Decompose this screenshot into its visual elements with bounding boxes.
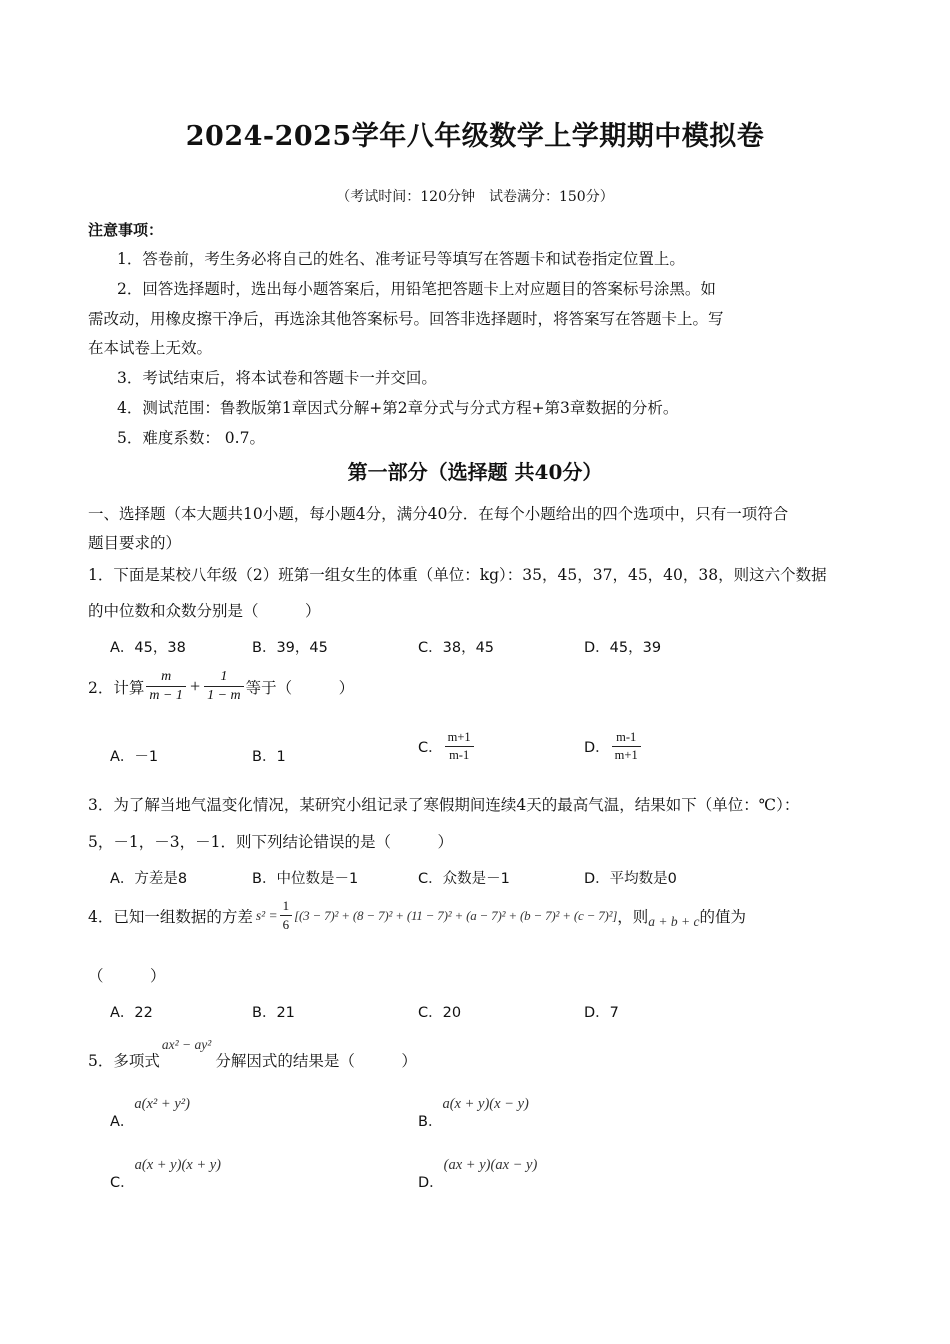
question-3-stem-cont: 5，－1，－3，－1．则下列结论错误的是（ ） [88, 833, 453, 851]
variance-symbol: s² = [255, 907, 278, 923]
question-4-blank: （ ） [88, 967, 166, 985]
option-expression: a(x² + y²) [134, 1096, 190, 1112]
part-heading: 第一部分（选择题 共40分） [347, 460, 603, 484]
polynomial-expression: ax² − ay² [161, 1037, 212, 1052]
note-item: 1．答卷前，考生务必将自己的姓名、准考证号等填写在答题卡和试卷指定位置上。 [117, 250, 685, 268]
option-label: D． [584, 740, 610, 756]
fraction-denominator: m+1 [614, 748, 638, 762]
option-label: C． [110, 1175, 135, 1191]
fraction-denominator: m − 1 [149, 688, 183, 703]
question-5-prefix: 5．多项式 [88, 1052, 160, 1070]
note-item: 2．回答选择题时，选出每小题答案后，用铅笔把答题卡上对应题目的答案标号涂黑。如 [117, 280, 716, 298]
section-heading: 一、选择题（本大题共10小题，每小题4分，满分40分．在每个小题给出的四个选项中，只有一项符合 [88, 505, 789, 523]
option-fraction [612, 730, 641, 763]
question-1-option-c[interactable]: C．38，45 [418, 640, 495, 656]
sum-expression: a + b + c [648, 913, 700, 929]
question-5-option-d[interactable] [418, 1157, 537, 1192]
question-2-stem [88, 669, 354, 704]
option-fraction [445, 730, 474, 763]
option-expression: a(x + y)(x − y) [442, 1096, 529, 1112]
note-item: 在本试卷上无效。 [88, 339, 213, 357]
question-4-mid: ，则 [617, 907, 649, 926]
question-2-option-b[interactable]: B．1 [252, 749, 286, 765]
option-expression: a(x + y)(x + y) [134, 1157, 222, 1173]
fraction-denominator: m-1 [449, 748, 470, 762]
exam-info: （考试时间：120分钟 试卷满分：150分） [336, 189, 614, 205]
question-1-option-d[interactable]: D．45，39 [584, 640, 662, 656]
fraction-numerator: m-1 [612, 730, 641, 747]
fraction-numerator: 1 [204, 669, 244, 687]
fraction-denominator: 6 [282, 917, 290, 932]
question-3-option-a[interactable]: A．方差是8 [110, 871, 188, 887]
question-1-option-a[interactable]: A．45，38 [110, 640, 186, 656]
question-2-option-d[interactable] [584, 730, 643, 763]
variance-expression: [(3 − 7)² + (8 − 7)² + (11 − 7)² + (a − 7)² + (b − 7)² + (c − 7)²] [294, 907, 618, 923]
option-label: D． [418, 1175, 444, 1191]
option-expression: (ax + y)(ax − y) [443, 1157, 538, 1173]
question-5-option-c[interactable] [110, 1157, 221, 1192]
fraction-denominator: 1 − m [207, 688, 241, 703]
question-1-stem-cont: 的中位数和众数分别是（ ） [88, 602, 321, 620]
fraction-numerator: 1 [280, 898, 293, 916]
question-5-option-a[interactable] [110, 1096, 190, 1131]
question-3-option-c[interactable]: C．众数是－1 [418, 871, 510, 887]
page-title: 2024-2025学年八年级数学上学期期中模拟卷 [185, 121, 765, 152]
fraction-numerator: m+1 [445, 730, 474, 747]
note-item: 3．考试结束后，将本试卷和答题卡一并交回。 [117, 369, 437, 387]
section-heading-cont: 题目要求的） [88, 534, 182, 552]
question-3-stem: 3．为了解当地气温变化情况，某研究小组记录了寒假期间连续4天的最高气温，结果如下（单位：℃）： [88, 796, 800, 814]
fraction-one-sixth [280, 898, 293, 933]
question-2-option-c[interactable] [418, 730, 476, 763]
question-4-suffix: 的值为 [699, 907, 746, 926]
question-4-prefix: 4．已知一组数据的方差 [88, 907, 253, 926]
question-5-option-b[interactable] [418, 1096, 529, 1131]
question-4-option-c[interactable]: C．20 [418, 1005, 462, 1021]
question-3-option-d[interactable]: D．平均数是0 [584, 871, 677, 887]
note-item: 4．测试范围：鲁教版第1章因式分解+第2章分式与分式方程+第3章数据的分析。 [117, 399, 679, 417]
question-2-option-a[interactable]: A．－1 [110, 749, 159, 765]
question-2-prefix: 2．计算 [88, 678, 145, 697]
note-item: 需改动，用橡皮擦干净后，再选涂其他答案标号。回答非选择题时，将答案写在答题卡上。写 [88, 310, 724, 328]
fraction-1-over-1-minus-m [204, 669, 244, 704]
question-4-option-a[interactable]: A．22 [110, 1005, 153, 1021]
question-1-option-b[interactable]: B．39，45 [252, 640, 328, 656]
question-2-suffix: 等于（ ） [245, 678, 355, 697]
fraction-m-over-m-minus-1 [146, 669, 186, 704]
option-label: B． [418, 1114, 443, 1130]
question-5-stem [88, 1037, 417, 1071]
fraction-numerator: m [146, 669, 186, 687]
plus-sign: + [189, 676, 201, 696]
question-4-option-d[interactable]: D．7 [584, 1005, 619, 1021]
question-3-option-b[interactable]: B．中位数是－1 [252, 871, 359, 887]
notes-heading: 注意事项： [88, 221, 164, 239]
question-4-stem [88, 898, 746, 933]
question-5-suffix: 分解因式的结果是（ ） [215, 1052, 417, 1070]
question-4-option-b[interactable]: B．21 [252, 1005, 295, 1021]
option-label: C． [418, 740, 443, 756]
question-1-stem: 1．下面是某校八年级（2）班第一组女生的体重（单位：kg）：35，45，37，45，40，38，则这六个数据 [88, 566, 827, 584]
note-item: 5．难度系数： 0.7。 [117, 429, 265, 447]
option-label: A． [110, 1114, 135, 1130]
